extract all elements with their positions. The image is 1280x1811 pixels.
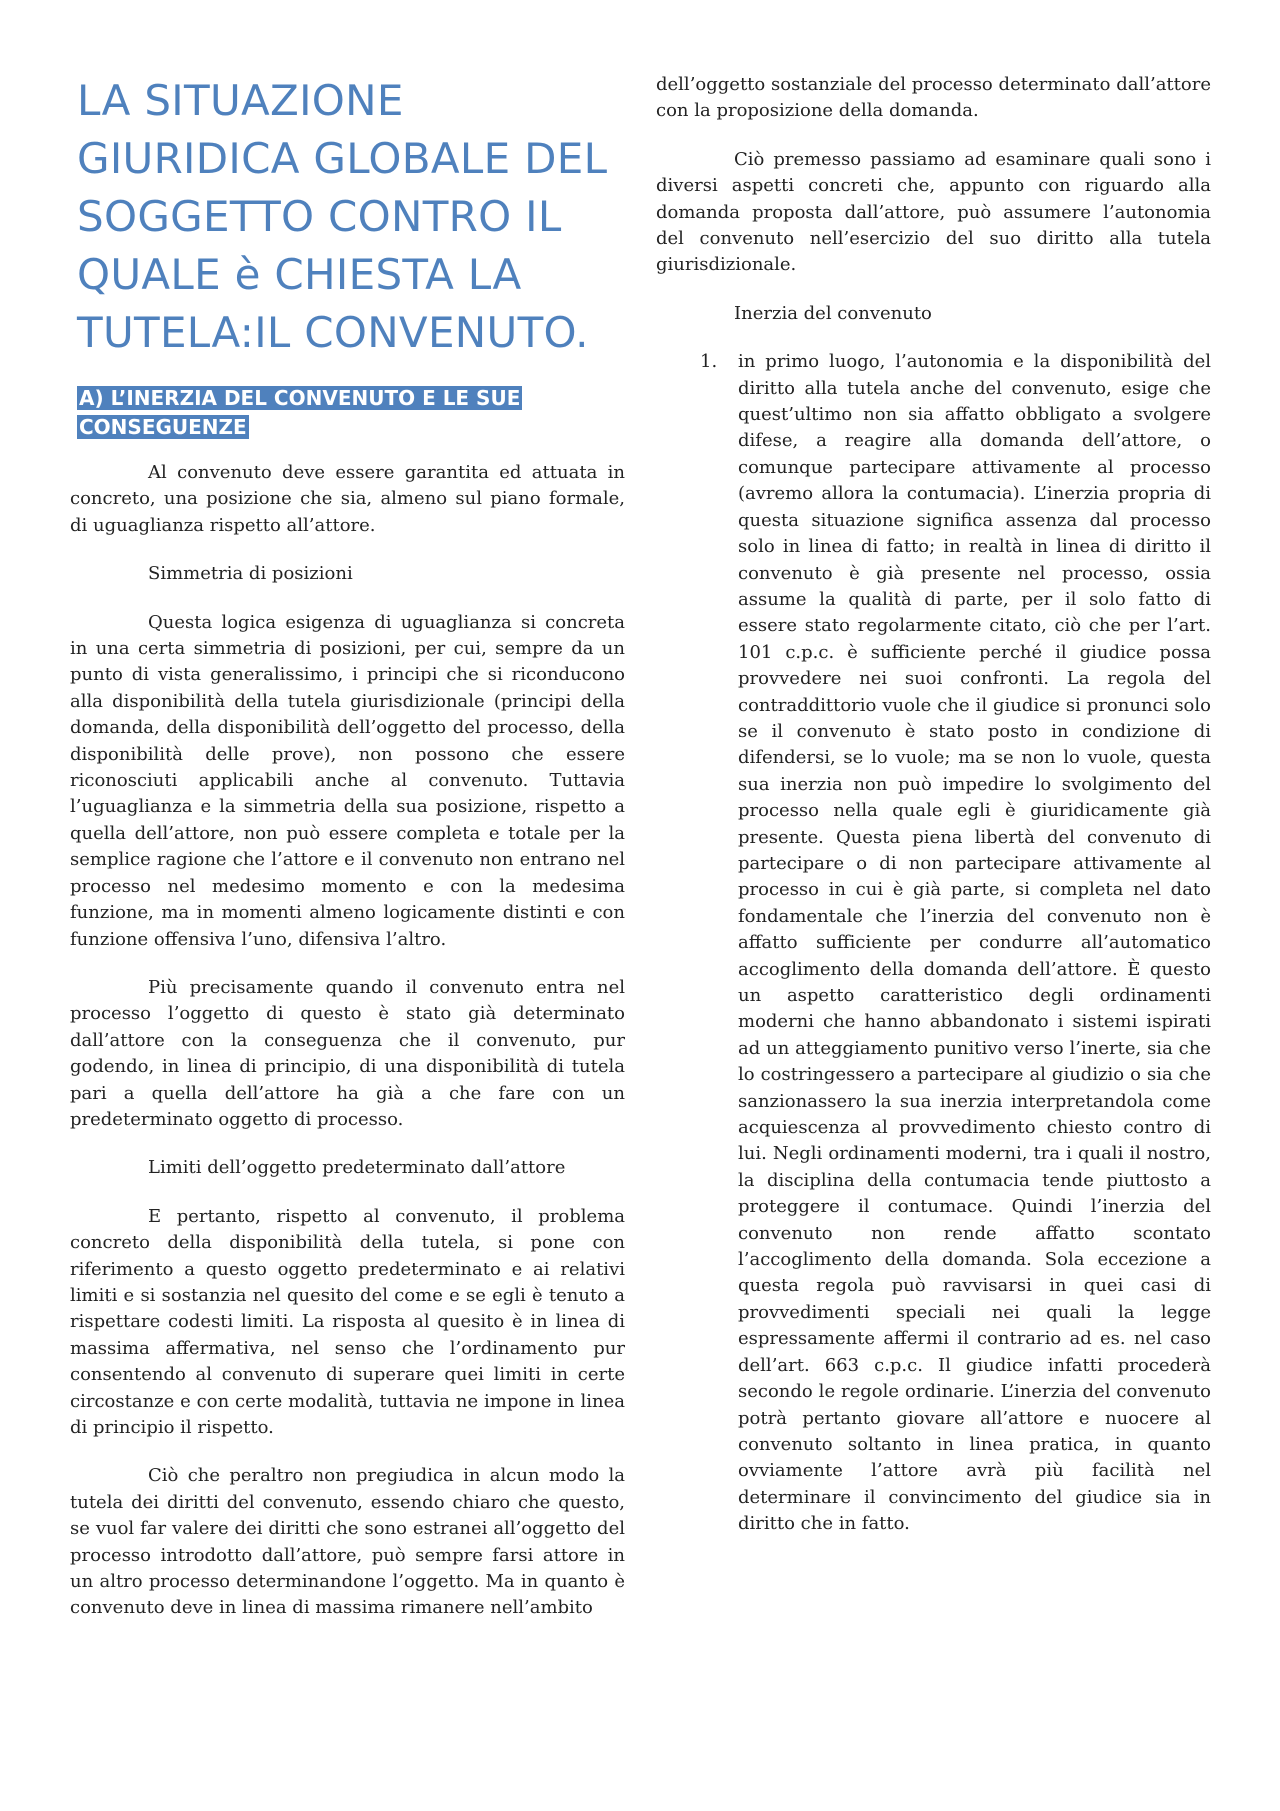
paragraph: dell’oggetto sostanziale del processo determinato dall’attore con la proposizione della domanda. [656,74,1211,122]
page-title: LA SITUAZIONE GIURIDICA GLOBALE DEL SOGGETTO CONTRO IL QUALE è CHIESTA LA TUTELA:IL CONVENUTO. [77,76,608,357]
paragraph: Al convenuto deve essere garantita ed attuata in concreto, una posizione che sia, almeno sul piano formale, di uguaglianza rispetto all’attore. [70,462,625,536]
subheading-inerzia: Inerzia del convenuto [734,302,932,324]
subheading-simmetria: Simmetria di posizioni [148,563,353,585]
list-item-text: in primo luogo, l’autonomia e la disponibilità del diritto alla tutela anche del convenuto, esige che quest’ultimo non sia affatto obbligato a svolgere difese, a reagire alla domanda dell’attore, o comunque partecipare attivamente al processo (avremo allora la contumacia). L’inerzia propria di questa situazione significa assenza dal processo solo in linea di fatto; in realtà in linea di diritto il convenuto è già presente nel processo, ossia assume la qualità di parte, per il solo fatto di essere stato regolarmente citato, ciò che per l’art. 101 c.p.c. è sufficiente perché il giudice possa provvedere nei suoi confronti. La regola del contraddittorio vuole che il giudice si pronunci solo se il convenuto è stato posto in condizione di difendersi, se lo vuole; ma se non lo vuole, questa sua inerzia non può impedire lo svolgimento del processo nella quale egli è giuridicamente già presente. Questa piena libertà del convenuto di partecipare o di non partecipare attivamente al processo in cui è già parte, si completa nel dato fondamentale che l’inerzia del convenuto non è affatto sufficiente per condurre all’automatico accoglimento della domanda dell’attore. È questo un aspetto caratteristico degli ordinamenti moderni che hanno abbandonato i sistemi ispirati ad un atteggiamento punitivo verso l’inerte, sia che lo costringessero a partecipare al giudizio o sia che sanzionassero la sua inerzia interpretandola come acquiescenza al provvedimento chiesto contro di lui. Negli ordinamenti moderni, tra i quali il nostro, la disciplina della contumacia tende piuttosto a proteggere il contumace. Quindi l’inerzia del convenuto non rende affatto scontato l’accoglimento della domanda. Sola eccezione a questa regola può ravvisarsi in quei casi di provvedimenti speciali nei quali la legge espressamente affermi il contrario ad es. nel caso dell’art. 663 c.p.c. Il giudice infatti procederà secondo le regole ordinarie. L’inerzia del convenuto potrà pertanto giovare all’attore e nuocere al convenuto soltanto in linea pratica, in quanto ovviamente l’attore avrà più facilità nel determinare il convincimento del giudice sia in diritto che in fatto. [738,351,1211,1535]
section-heading-text: A) L’INERZIA DEL CONVENUTO E LE SUE CONSEGUENZE [79,386,521,439]
numbered-list [656,349,1211,1537]
paragraph: E pertanto, rispetto al convenuto, il problema concreto della disponibilità della tutela, si pone con riferimento a questo oggetto predeterminato e ai relativi limiti e si sostanzia nel quesito del come e se egli è tenuto a rispettare codesti limiti. La risposta al quesito è in linea di massima affermativa, nel senso che l’ordinamento pur consentendo al convenuto di superare quei limiti in certe circostanze e con certe modalità, tuttavia ne impone in linea di principio il rispetto. [70,1205,625,1438]
section-heading [77,384,577,442]
list-item-number: 1. [700,351,718,373]
paragraph: Più precisamente quando il convenuto entra nel processo l’oggetto di questo è stato già determinato dall’attore con la conseguenza che il convenuto, pur godendo, in linea di principio, di una disponibilità di tutela pari a quella dell’attore ha già a che fare con un predeterminato oggetto di processo. [70,976,625,1130]
list-item [656,349,1211,1537]
subheading-limiti: Limiti dell’oggetto predeterminato dall’attore [148,1157,566,1179]
paragraph: Questa logica esigenza di uguaglianza si concreta in una certa simmetria di posizioni, per cui, sempre da un punto di vista generalissimo, i principi che si riconducono alla disponibilità della tutela giurisdizionale (principi della domanda, della disponibilità dell’oggetto del processo, della disponibilità delle prove), non possono che essere riconosciuti applicabili anche al convenuto. Tuttavia l’uguaglianza e la simmetria della sua posizione, rispetto a quella dell’attore, non può essere completa e totale per la semplice ragione che l’attore e il convenuto non entrano nel processo nel medesimo momento e con la medesima funzione, ma in momenti almeno logicamente distinti e con funzione offensiva l’uno, difensiva l’altro. [70,611,625,950]
paragraph: Ciò premesso passiamo ad esaminare quali sono i diversi aspetti concreti che, appunto con riguardo alla domanda proposta dall’attore, può assumere l’autonomia del convenuto nell’esercizio del suo diritto alla tutela giurisdizionale. [656,148,1211,276]
paragraph: Ciò che peraltro non pregiudica in alcun modo la tutela dei diritti del convenuto, essendo chiaro che questo, se vuol far valere dei diritti che sono estranei all’oggetto del processo introdotto dall’attore, può sempre farsi attore in un altro processo determinandone l’oggetto. Ma in quanto è convenuto deve in linea di massima rimanere nell’ambito [70,1465,625,1619]
left-column [70,72,625,1644]
right-column [656,72,1211,1538]
